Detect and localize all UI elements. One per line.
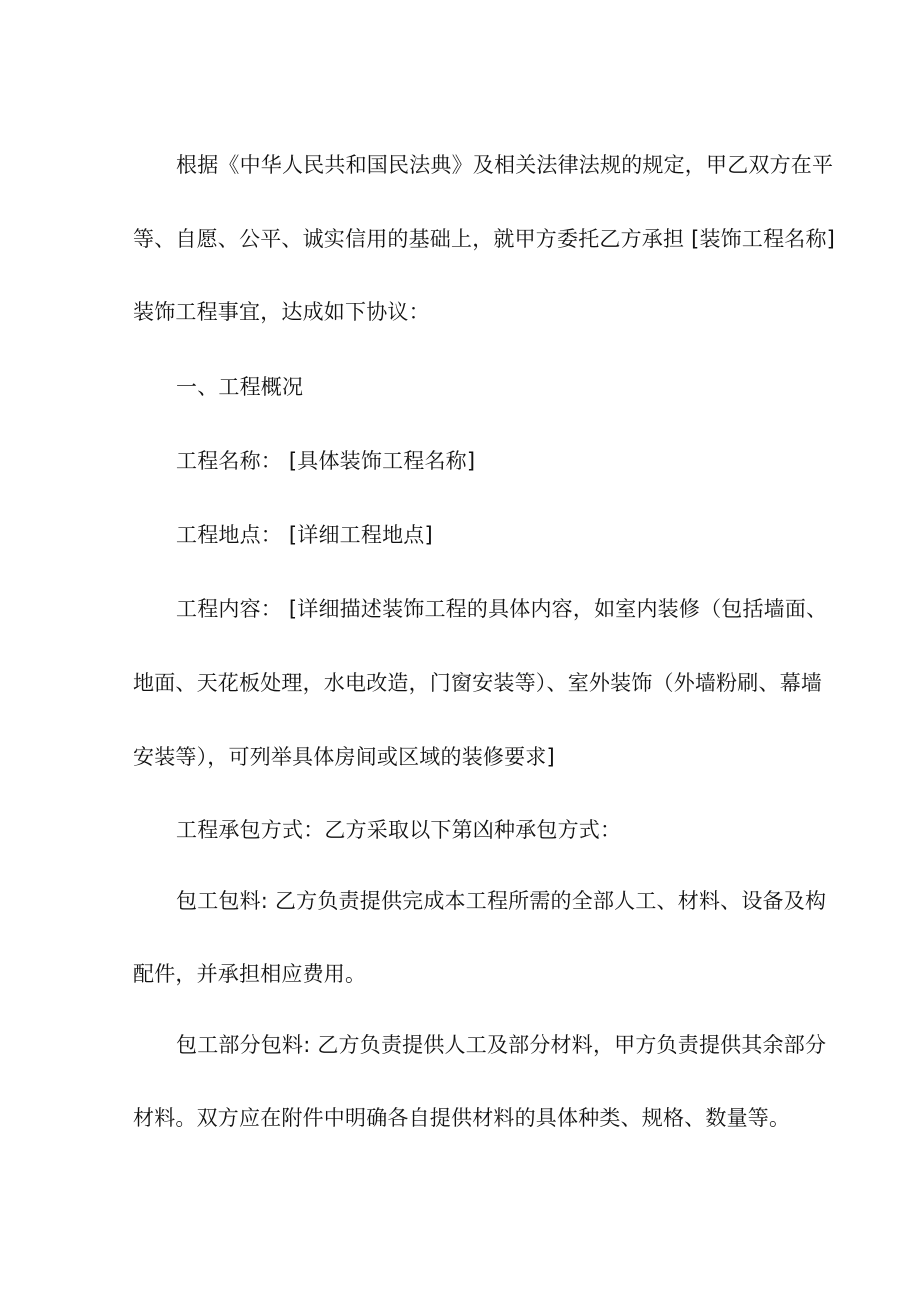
option-full-line-1: 包工包料: 乙方负责提供完成本工程所需的全部人工、材料、设备及构 [176, 889, 827, 913]
option-partial-line-1: 包工部分包料: 乙方负责提供人工及部分材料，甲方负责提供其余部分 [176, 1033, 827, 1057]
option-full-line-2: 配件，并承担相应费用。 [133, 962, 367, 986]
option-partial-line-2: 材料。双方应在附件中明确各自提供材料的具体种类、规格、数量等。 [133, 1106, 791, 1130]
project-content-line-1: 工程内容： [详细描述装饰工程的具体内容，如室内装修（包括墙面、 [176, 597, 828, 621]
project-content-line-3: 安装等），可列举具体房间或区域的装修要求] [133, 745, 555, 769]
intro-line-3: 装饰工程事宜，达成如下协议： [133, 300, 430, 324]
contract-method-line: 工程承包方式：乙方采取以下第凶种承包方式： [176, 818, 622, 842]
project-name-line: 工程名称： [具体装饰工程名称] [176, 449, 476, 473]
section-heading: 一、工程概况 [176, 375, 304, 399]
intro-line-1: 根据《中华人民共和国民法典》及相关法律法规的规定，甲乙双方在平 [176, 153, 834, 177]
intro-line-2: 等、自愿、公平、诚实信用的基础上，就甲方委托乙方承担 [装饰工程名称] [133, 227, 836, 251]
project-content-line-2: 地面、天花板处理，水电改造，门窗安装等）、室外装饰（外墙粉刷、幕墙 [133, 671, 823, 695]
project-location-line: 工程地点： [详细工程地点] [176, 523, 433, 547]
